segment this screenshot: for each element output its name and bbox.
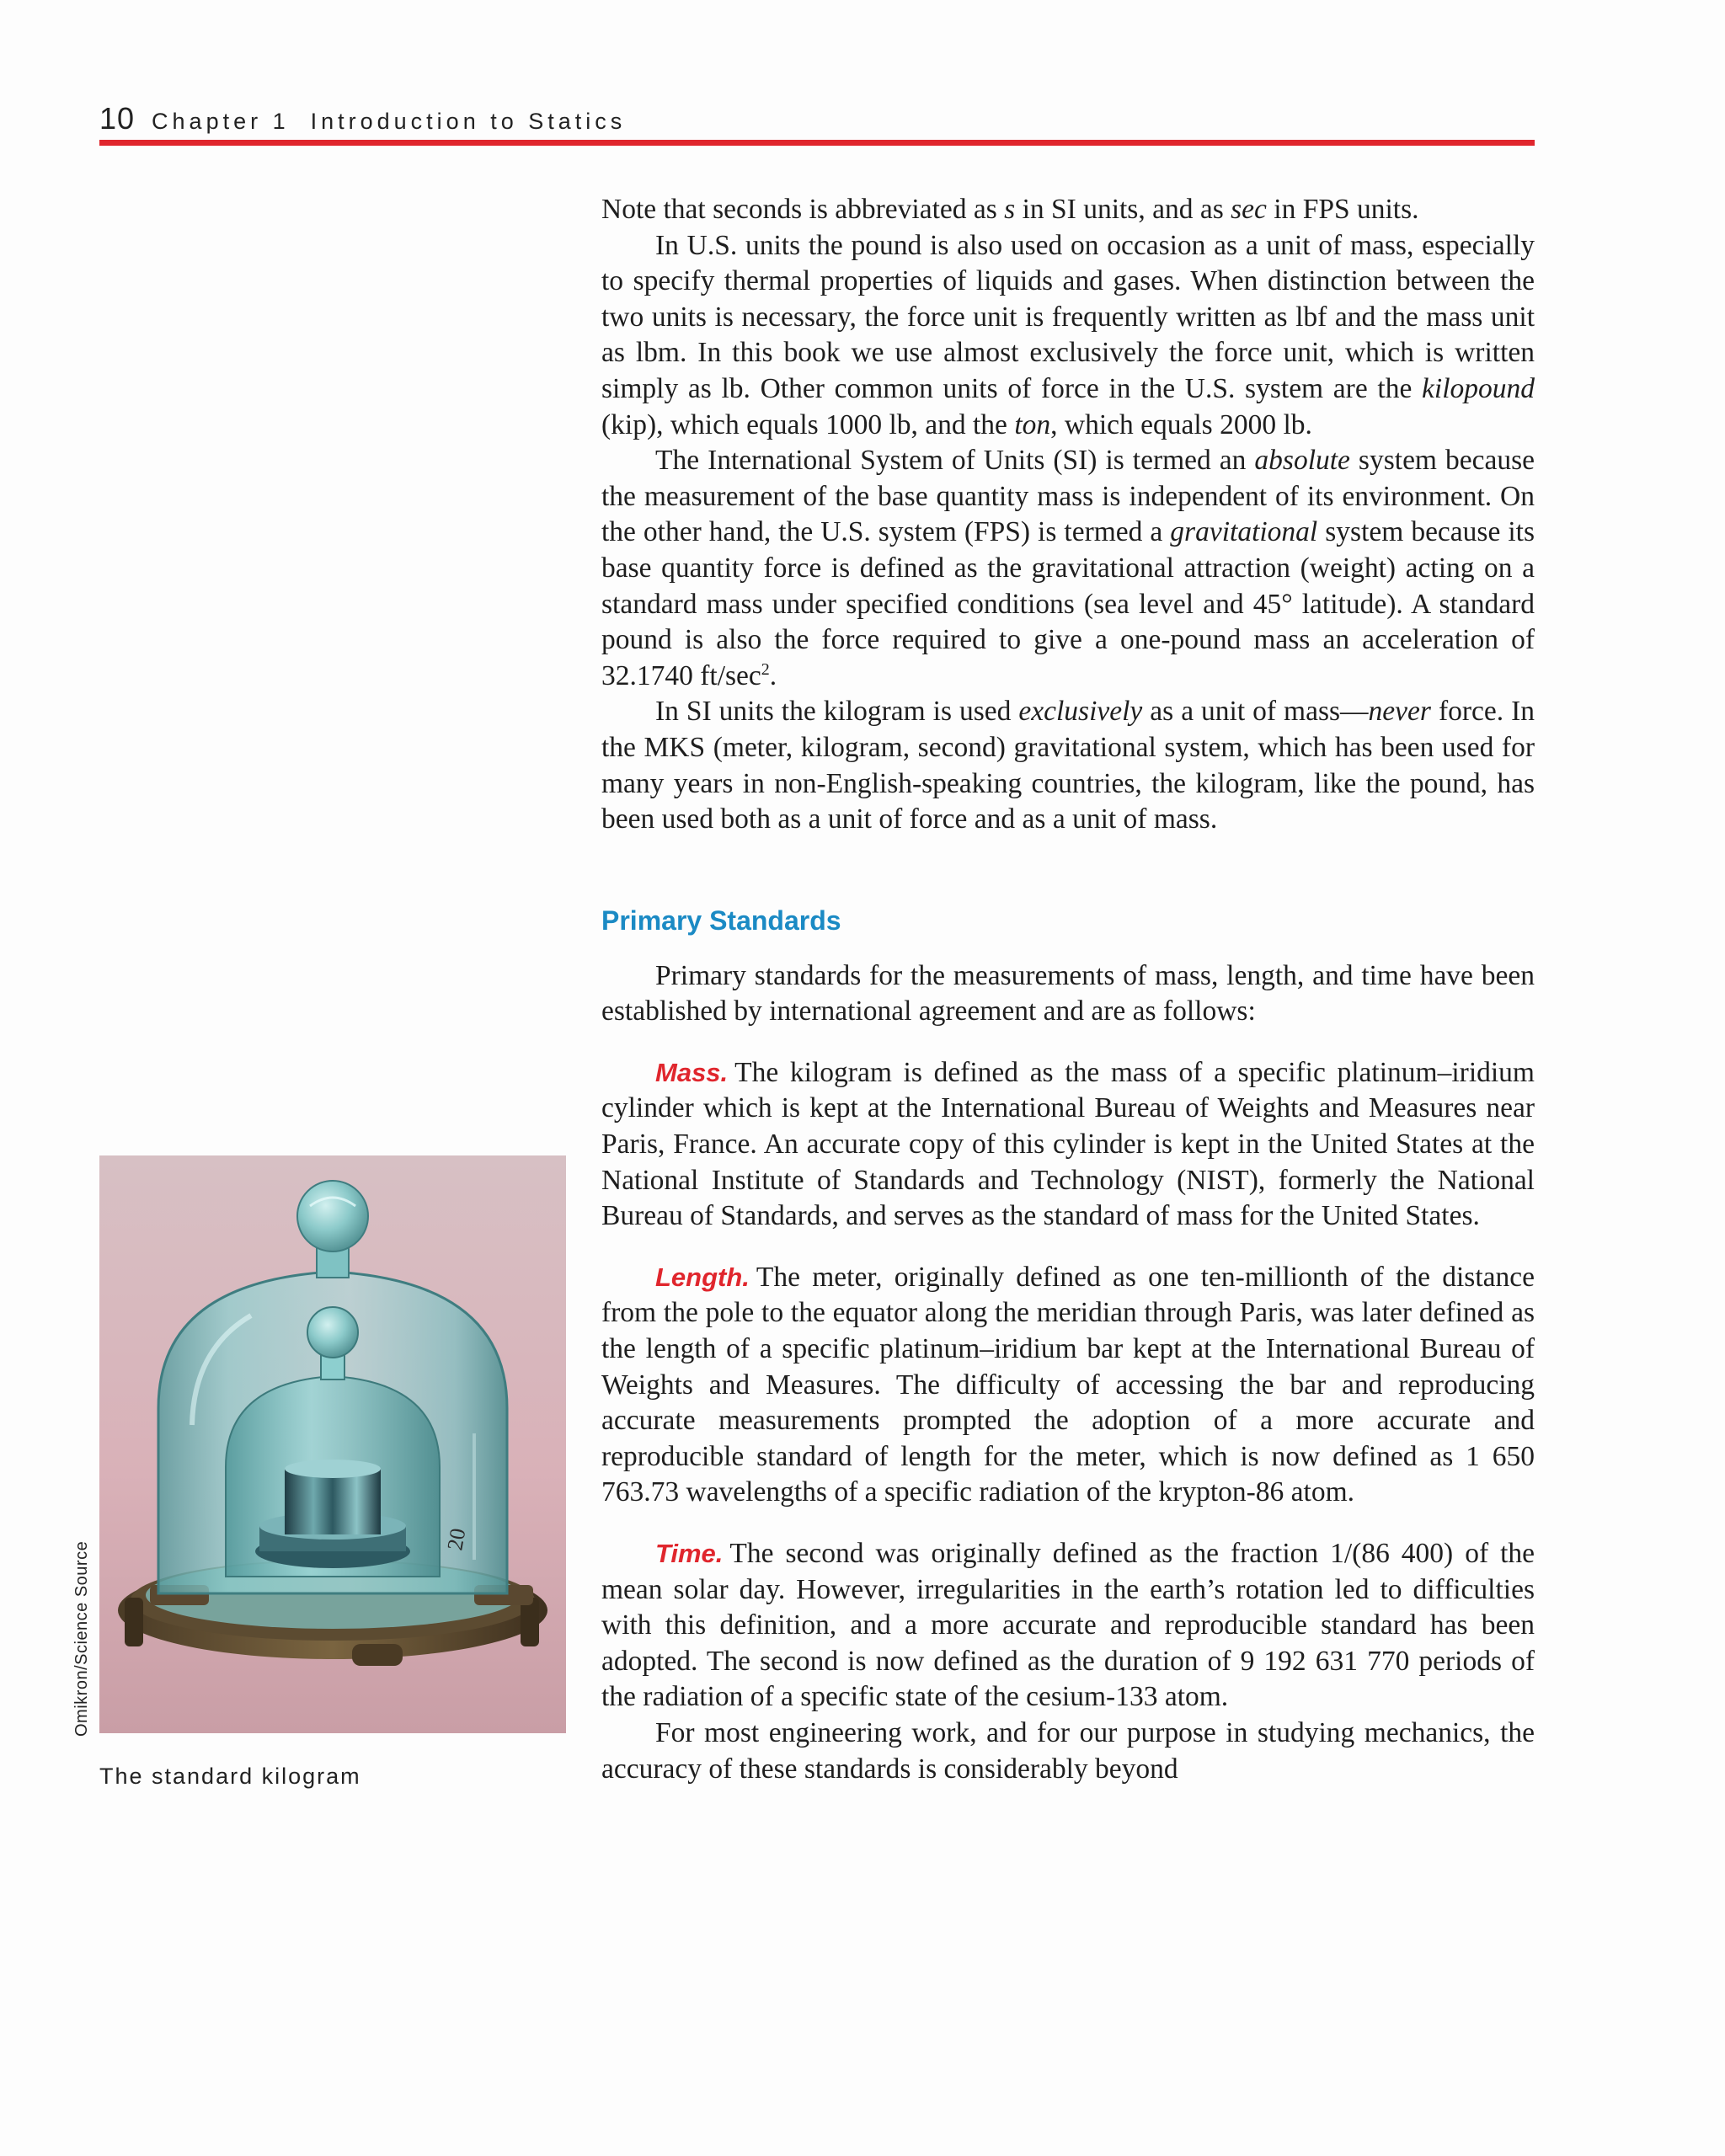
paragraph-time: Time. The second was originally defined as the fraction 1/(86 400) of the mean solar day. However, irregularities in the earth’s rotation led to difficulties with this definition, and a more accurate and reproducible standard has been adopted. The second is now defined as the duration of 9 192 631 770 periods of the radiation of a specific state of the cesium-133 atom. [601,1538,1535,1713]
chapter-label: Chapter 1 Introduction to Statics [152,109,627,134]
paragraph-seconds-abbreviation: Note that seconds is abbreviated as s in SI units, and as sec in FPS units. [601,194,1419,225]
photo-credit: Omikron/Science Source [72,1540,91,1737]
section-heading: Primary Standards [601,905,841,936]
paragraph-length: Length. The meter, originally defined as one ten-millionth of the distance from the pole to the equator along the meridian through Paris, was later defined as the length of a specific platinum–iridium bar kept at the International Bureau of Weights and Measures. The difficulty of accessing the bar and reproducing accurate measurements prompted the adoption of a more accurate and reproducible standard of length for the meter, which is now defined as 1 650 763.73 wavelengths of a specific radiation of the krypton-86 atom. [601,1261,1535,1508]
paragraph-absolute-gravitational: The International System of Units (SI) is termed an absolute system because the measurement of the base quantity mass is independent of its environment. On the other hand, the U.S. system (FPS) is termed a gravitational system because its base quantity force is defined as the gravitational attraction (weight) acting on a standard mass under specified conditions (sea level and 45° latitude). A standard pound is also the force required to give a one-pound mass an acceleration of 32.1740 $ft/\sec^2$. [601,445,1535,691]
paragraph-si-kilogram: In SI units the kilogram is used exclusively as a unit of mass—never force. In the MKS (meter, kilogram, second) gravitational system, which has been used for many years in non-English-speaking countries, the kilogram, like the pound, has been used both as a unit of force and as a unit of mass. [601,696,1535,835]
mass-run-in-heading: Mass. [655,1057,729,1087]
page-number: 10 [99,101,136,136]
jar-label: 20 [442,1526,471,1553]
time-run-in-heading: Time. [655,1539,724,1568]
paragraph-pound-mass: In U.S. units the pound is also used on occasion as a unit of mass, especially to specify thermal properties of liquids and gases. When distinction between the two units is necessary, the force unit is frequently written as lbf and the mass unit as lbm. In this book we use almost exclusively the force unit, which is written simply as lb. Other common units of force in the U.S. system are the kilopound (kip), which equals 1000 lb, and the ton, which equals 2000 lb. [601,229,1535,440]
figure-caption: The standard kilogram [99,1764,361,1789]
kilogram-photo [99,1155,566,1733]
paragraph-engineering-accuracy: For most engineering work, and for our purpose in studying mechanics, the accuracy of these standards is considerably beyond [601,1716,1535,1785]
paragraph-primary-standards: Primary standards for the measurements of mass, length, and time have been established by international agreement and are as follows: [601,959,1535,1027]
paragraph-mass: Mass. The kilogram is defined as the mass of a specific platinum–iridium cylinder which is kept at the International Bureau of Weights and Measures near Paris, France. An accurate copy of this cylinder is kept in the United States at the National Institute of Standards and Technology (NIST), formerly the National Bureau of Standards, and serves as the standard of mass for the United States. [601,1056,1535,1232]
length-run-in-heading: Length. [655,1262,750,1292]
running-head [99,101,1535,135]
header-rule [99,140,1535,146]
kilogram-illustration [99,1155,566,1733]
main-text-column [601,192,1535,1787]
